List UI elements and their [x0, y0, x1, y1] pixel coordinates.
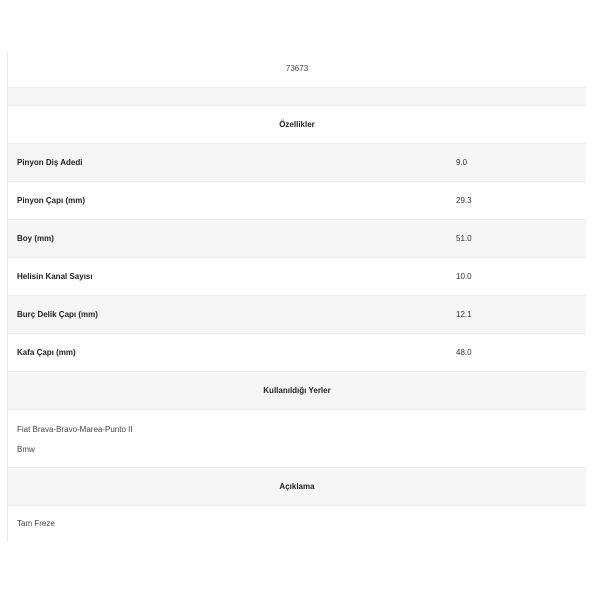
description-block [8, 506, 586, 542]
spec-row [8, 182, 586, 220]
spec-label: Burç Delik Çapı (mm) [17, 310, 98, 319]
spec-row [8, 144, 586, 182]
features-section-title: Özellikler [8, 106, 586, 144]
list-item: Bmw [17, 445, 35, 454]
spec-label: Pinyon Çapı (mm) [17, 196, 86, 205]
divider-band [8, 88, 586, 106]
spec-value: 9.0 [456, 158, 468, 167]
product-details-panel [7, 52, 586, 542]
description-text: Tam Freze [17, 519, 55, 528]
spec-label: Pinyon Diş Adedi [17, 158, 83, 167]
spec-value: 10.0 [456, 272, 472, 281]
spec-value: 51.0 [456, 234, 472, 243]
spec-value: 29.3 [456, 196, 472, 205]
description-section-title: Açıklama [8, 468, 586, 506]
spec-value: 12.1 [456, 310, 472, 319]
spec-label: Helisin Kanal Sayısı [17, 272, 93, 281]
spec-label: Boy (mm) [17, 234, 54, 243]
usage-section-title: Kullanıldığı Yerler [8, 372, 586, 410]
spec-row [8, 220, 586, 258]
list-item: Fiat Brava-Bravo-Marea-Punto II [17, 425, 133, 434]
spec-row [8, 334, 586, 372]
product-code: 73673 [8, 52, 586, 88]
spec-value: 48.0 [456, 348, 472, 357]
spec-row [8, 258, 586, 296]
usage-list [8, 410, 586, 468]
spec-row [8, 296, 586, 334]
spec-label: Kafa Çapı (mm) [17, 348, 76, 357]
